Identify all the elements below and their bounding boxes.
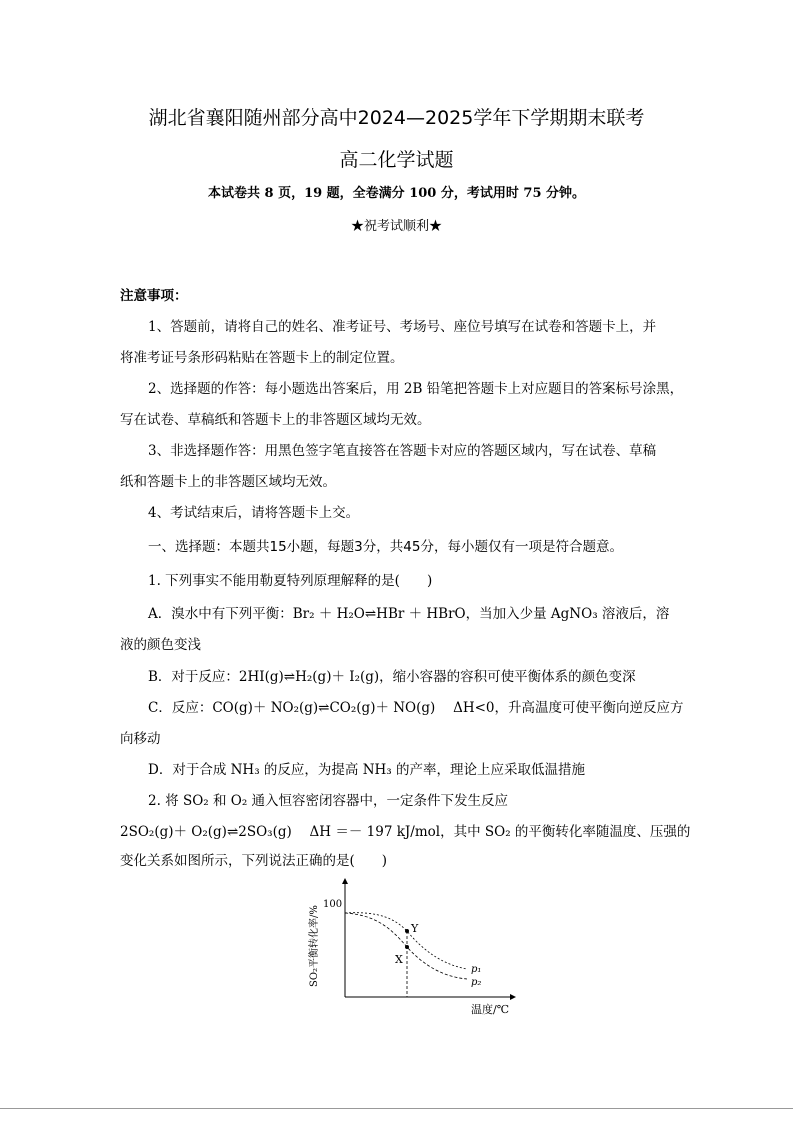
page-title: 湖北省襄阳随州部分高中2024—2025学年下学期期末联考 (148, 107, 645, 129)
notes-heading: 注意事项： (120, 288, 188, 304)
point-y-label: Y (411, 922, 419, 935)
point-x-label: X (395, 953, 403, 966)
note-line-5: 3、非选择题作答：用黑色签字笔直接答在答题卡对应的答题区域内，写在试卷、草稿 (148, 443, 657, 459)
note-line-1: 1、答题前，请将自己的姓名、准考证号、考场号、座位号填写在试卷和答题卡上，并 (148, 319, 657, 335)
q1-option-d: D．对于合成 NH₃ 的反应，为提高 NH₃ 的产率，理论上应采取低温措施 (148, 762, 585, 778)
series-p2-label: p₂ (471, 977, 482, 988)
y-tick-100: 100 (323, 899, 343, 910)
q2-stem: 2. 将 SO₂ 和 O₂ 通入恒容密闭容器中，一定条件下发生反应 (148, 793, 509, 809)
so2-conversion-chart (295, 875, 525, 1020)
point-y (405, 929, 409, 933)
q2-line-2: 2SO₂(g)＋ O₂(g)⇌2SO₃(g) ΔH ＝－ 197 kJ/mol，其中 SO₂ 的平衡转化率随温度、压强的 (120, 824, 691, 840)
q1-option-a: A．溴水中有下列平衡：Br₂ ＋ H₂O⇌HBr ＋ HBrO，当加入少量 AgNO₃ 溶液后，溶 (148, 606, 670, 622)
x-axis-label: 温度/℃ (471, 1003, 510, 1016)
q1-stem: 1. 下列事实不能用勒夏特列原理解释的是( ) (148, 573, 433, 589)
q1-option-b: B．对于反应：2HI(g)⇌H₂(g)＋ I₂(g)，缩小容器的容积可使平衡体系的颜色变深 (148, 669, 636, 685)
page-subtitle: 高二化学试题 (339, 149, 454, 171)
q2-line-3: 变化关系如图所示，下列说法正确的是( ) (120, 853, 388, 869)
series-p1-line (345, 913, 467, 969)
exam-info: 本试卷共 8 页，19 题，全卷满分 100 分，考试用时 75 分钟。 (207, 186, 586, 201)
section-heading (148, 535, 623, 555)
note-line-3: 2、选择题的作答：每小题选出答案后，用 2B 铅笔把答题卡上对应题目的答案标号涂黑， (148, 381, 684, 397)
q1-option-c-cont: 向移动 (120, 731, 161, 747)
section-prefix: 一、选择题： (148, 539, 229, 555)
series-p1-label: p₁ (471, 964, 482, 975)
note-line-7: 4、考试结束后，请将答题卡上交。 (148, 505, 360, 521)
blessing: ★祝考试顺利★ (350, 219, 442, 234)
note-line-2: 将准考证号条形码粘贴在答题卡上的制定位置。 (120, 350, 404, 366)
y-axis-label: SO₂平衡转化率/% (309, 905, 320, 987)
note-line-6: 纸和答题卡上的非答题区域均无效。 (120, 474, 336, 490)
point-x (405, 945, 409, 949)
section-text: 本题共15小题，每题3分，共45分，每小题仅有一项是符合题意。 (229, 539, 623, 555)
note-line-4: 写在试卷、草稿纸和答题卡上的非答题区域均无效。 (120, 412, 431, 428)
q1-option-c: C．反应：CO(g)＋ NO₂(g)⇌CO₂(g)＋ NO(g) ΔH<0，升高温度可使平衡向逆反应方 (148, 700, 684, 716)
q1-option-a-cont: 液的颜色变浅 (120, 637, 201, 653)
footer-divider (0, 1108, 793, 1109)
